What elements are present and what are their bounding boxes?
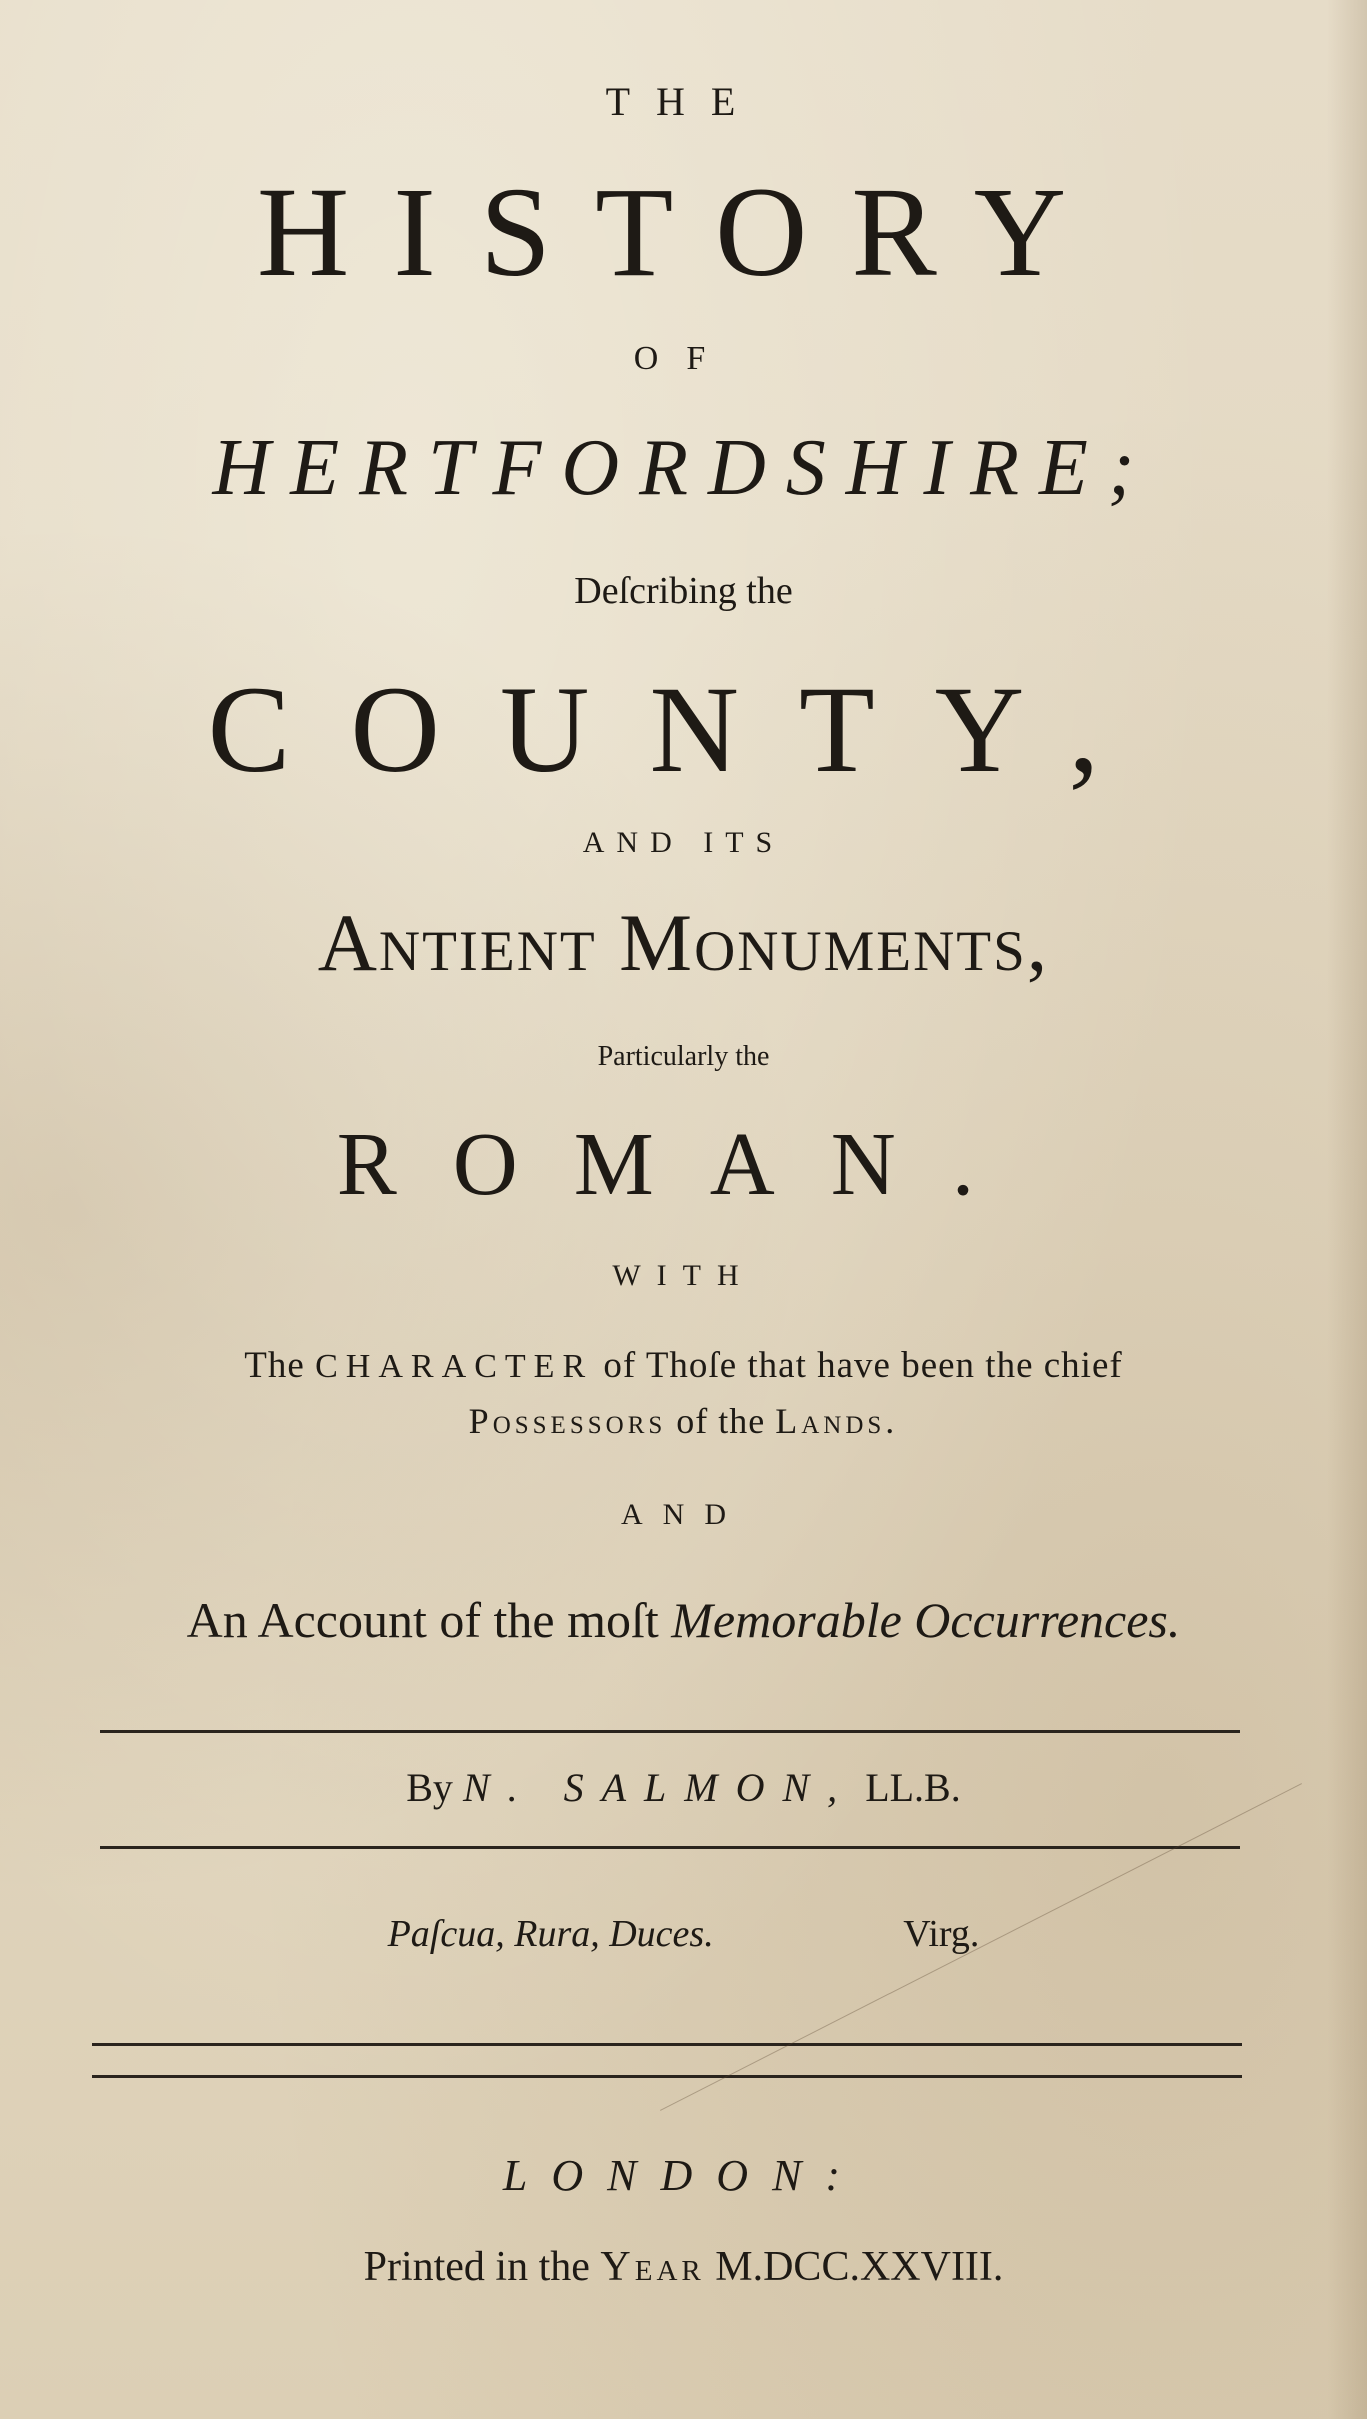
subtitle-antient-monuments: Antient Monuments,: [317, 897, 1050, 988]
title-county-name: HERTFORDSHIRE;: [212, 424, 1155, 512]
character-line-part3: of Thoſe that have been the chief: [603, 1345, 1123, 1386]
horizontal-rule: [100, 1730, 1240, 1733]
motto-text: Paſcua, Rura, Duces.: [387, 1913, 714, 1955]
subtitle-roman: ROMAN.: [336, 1115, 1031, 1214]
motto-line: [0, 1915, 1367, 1953]
subtitle-county: COUNTY,: [207, 661, 1160, 798]
horizontal-rule: [92, 2043, 1242, 2046]
character-line: [0, 1347, 1367, 1384]
possessors-line: [0, 1403, 1367, 1439]
subtitle-particularly: Particularly the: [597, 1041, 770, 1072]
subtitle-and-its: AND ITS: [582, 826, 785, 859]
author-name: N. SALMON,: [462, 1765, 856, 1810]
possessors-line-part2: of the: [676, 1401, 766, 1441]
subtitle-and: AND: [621, 1498, 746, 1531]
account-line-part2: Memorable Occurrences.: [671, 1592, 1181, 1648]
subtitle-with: WITH: [612, 1259, 755, 1292]
character-line-part1: The: [244, 1345, 305, 1386]
account-line: [0, 1592, 1367, 1648]
title-the: THE: [605, 79, 762, 124]
horizontal-rule: [100, 1846, 1240, 1849]
horizontal-rule: [92, 2075, 1242, 2078]
possessors-line-part1: Possessors: [468, 1401, 667, 1441]
motto-source: Virg.: [903, 1913, 980, 1955]
character-line-part2: CHARACTER: [315, 1348, 594, 1385]
author-degree: LL.B.: [865, 1765, 961, 1810]
author-by: By: [406, 1765, 453, 1810]
subtitle-describing: Deſcribing the: [574, 570, 793, 612]
imprint-year-word: Year: [600, 2244, 705, 2290]
paper-edge-shadow: [1327, 0, 1367, 2419]
imprint-place: LONDON:: [502, 2151, 865, 2200]
author-line: [0, 1765, 1367, 1810]
title-of: OF: [633, 340, 734, 377]
imprint-year: M.DCC.XXVIII.: [715, 2244, 1004, 2290]
title-history: HISTORY: [256, 161, 1111, 303]
imprint-printed-part1: Printed in the: [363, 2244, 590, 2290]
account-line-part1: An Account of the moſt: [186, 1592, 659, 1648]
imprint-printed-line: [0, 2246, 1367, 2288]
possessors-line-part3: Lands.: [775, 1401, 899, 1441]
